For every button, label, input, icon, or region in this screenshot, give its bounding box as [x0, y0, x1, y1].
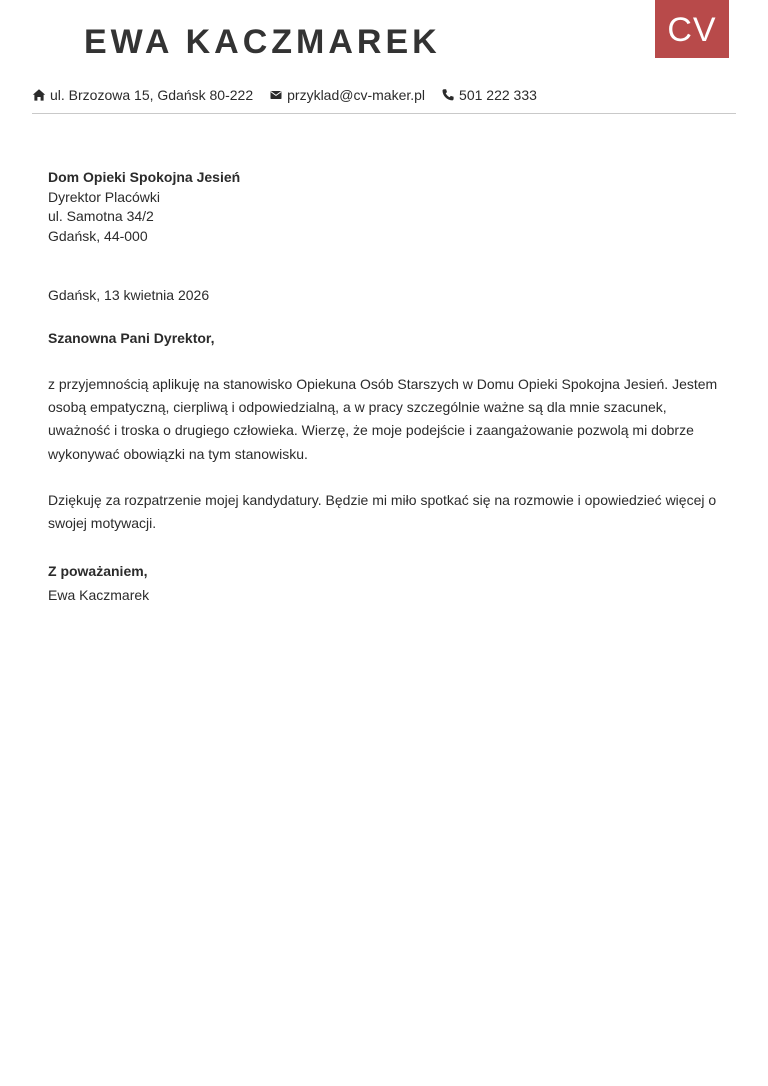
letter-date: Gdańsk, 13 kwietnia 2026 — [48, 287, 210, 303]
body-paragraph-1: z przyjemnością aplikuję na stanowisko Opiekuna Osób Starszych w Domu Opieki Spokojna Jesień. Jestem osobą empatyczną, cierpliwą i odpowiedzialną, a w pracy szczególnie ważne są dla mnie szacunek, uważność i troska o drugiego człowieka. Wierzę, że moje podejście i zaangażowanie pozwolą mi dobrze wykonywać obowiązki na tym stanowisku. — [48, 376, 718, 462]
address-text: ul. Brzozowa 15, Gdańsk 80-222 — [50, 87, 254, 103]
salutation: Szanowna Pani Dyrektor, — [48, 330, 215, 346]
contact-row — [32, 84, 553, 106]
recipient-block — [48, 168, 720, 246]
recipient-city: Gdańsk, 44-000 — [48, 227, 148, 244]
phone-text: 501 222 333 — [459, 87, 537, 103]
recipient-organization: Dom Opieki Spokojna Jesień — [48, 169, 241, 185]
cv-badge: CV — [655, 0, 729, 58]
closing-phrase: Z poważaniem, — [48, 563, 148, 579]
recipient-position: Dyrektor Placówki — [48, 188, 161, 205]
contact-email — [269, 87, 425, 103]
contact-address — [32, 87, 253, 103]
body-paragraph-2: Dziękuję za rozpatrzenie mojej kandydatury. Będzie mi miło spotkać się na rozmowie i opowiedzieć więcej o swojej motywacji. — [48, 492, 717, 532]
contact-phone — [441, 87, 537, 103]
email-link[interactable]: przyklad@cv-maker.pl — [287, 87, 426, 103]
candidate-name: EWA KACZMAREK — [84, 23, 441, 61]
signature-name: Ewa Kaczmarek — [48, 586, 150, 603]
home-icon — [32, 88, 46, 102]
recipient-street: ul. Samotna 34/2 — [48, 208, 154, 224]
envelope-icon — [269, 88, 283, 102]
header-divider — [32, 113, 736, 114]
phone-icon — [441, 88, 455, 102]
closing-block — [48, 560, 720, 607]
